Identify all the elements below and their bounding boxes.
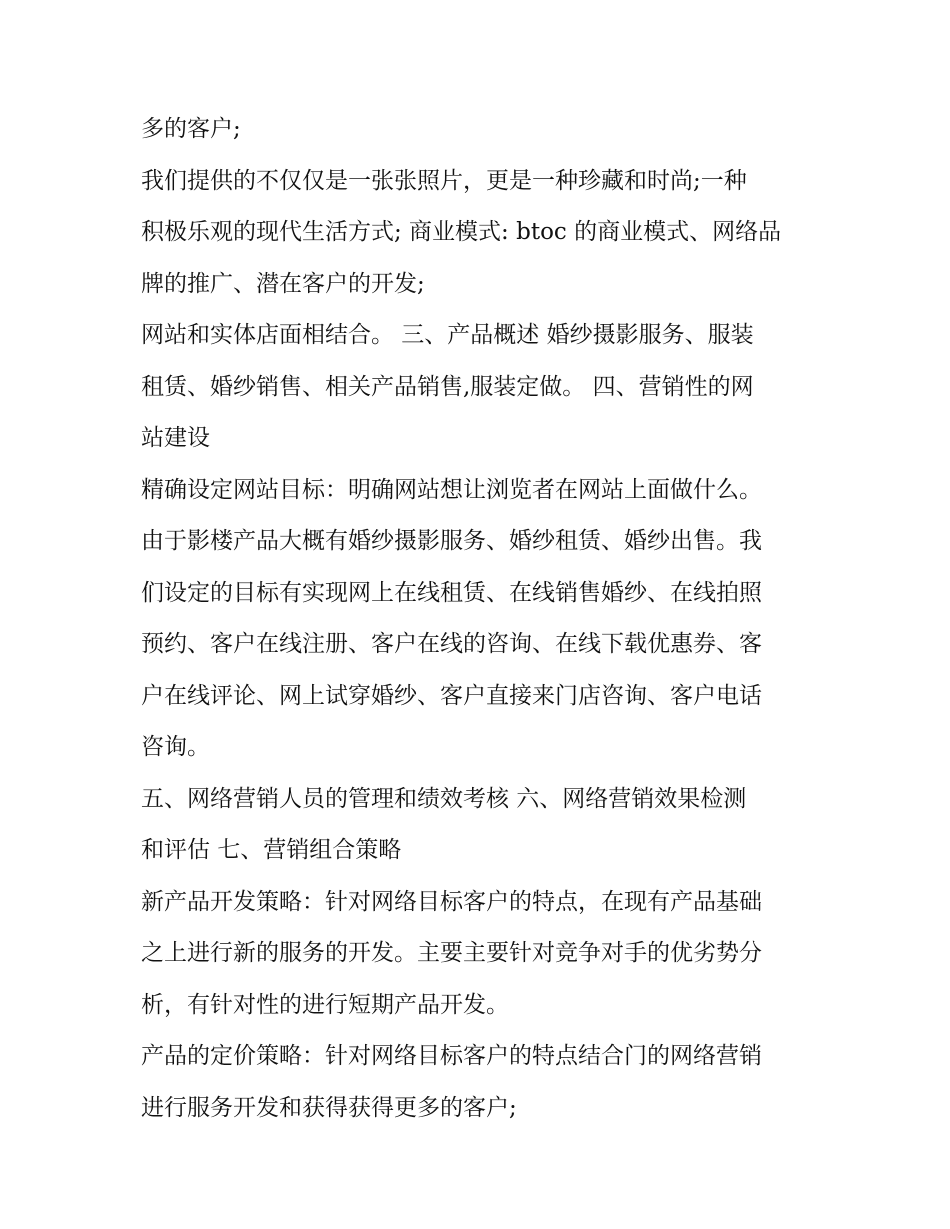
text-line: 析，有针对性的进行短期产品开发。 (141, 991, 509, 1018)
text-line: 产品的定价策略：针对网络目标客户的特点结合门的网络营销 (141, 1043, 762, 1069)
text-line: 新产品开发策略：针对网络目标客户的特点，在现有产品基础 (141, 888, 762, 915)
text-line: 网站和实体店面相结合。 三、产品概述 婚纱摄影服务、服装 (141, 322, 754, 348)
text-line: 站建设 (141, 425, 210, 451)
text-line: 和评估 七、营销组合策略 (141, 837, 402, 863)
text-line: 进行服务开发和获得获得更多的客户; (141, 1094, 517, 1121)
text-line: 五、网络营销人员的管理和绩效考核 六、网络营销效果检测 (141, 785, 747, 812)
text-line: 积极乐观的现代生活方式; 商业模式: btoc 的商业模式、网络品 (141, 219, 782, 245)
text-line: 我们提供的不仅仅是一张张照片，更是一种珍藏和时尚;一种 (141, 167, 747, 194)
text-line: 牌的推广、潜在客户的开发; (141, 270, 425, 297)
text-line: 由于影楼产品大概有婚纱摄影服务、婚纱租赁、婚纱出售。我 (141, 528, 762, 554)
document-body (141, 104, 813, 1134)
text-line: 多的客户; (141, 116, 241, 142)
text-line: 之上进行新的服务的开发。主要主要针对竞争对手的优劣势分 (141, 940, 762, 966)
text-line: 户在线评论、网上试穿婚纱、客户直接来门店咨询、客户电话 (141, 682, 762, 709)
text-line: 咨询。 (141, 734, 210, 760)
text-line: 们设定的目标有实现网上在线租赁、在线销售婚纱、在线拍照 (141, 579, 762, 606)
text-line: 精确设定网站目标：明确网站想让浏览者在网站上面做什么。 (141, 476, 762, 503)
text-line: 租赁、婚纱销售、相关产品销售,服装定做。 四、营销性的网 (141, 373, 754, 400)
text-line: 预约、客户在线注册、客户在线的咨询、在线下载优惠券、客 (141, 631, 762, 657)
